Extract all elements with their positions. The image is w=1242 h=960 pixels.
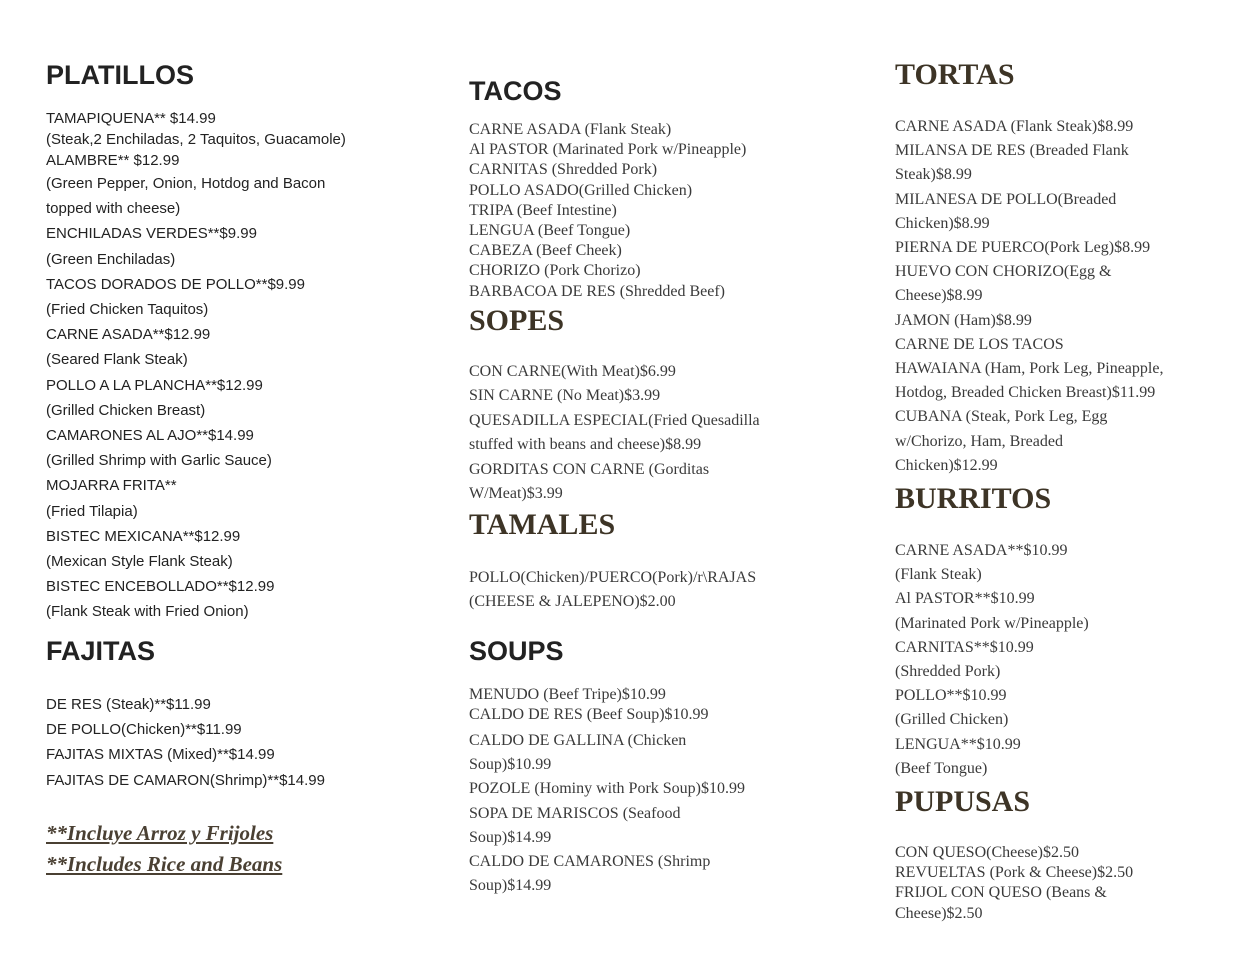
tamales-list [469,566,756,615]
menu-item: (Shredded Pork) [895,663,1001,681]
section-title-soups: SOUPS [469,636,564,666]
menu-item: CABEZA (Beef Cheek) [469,242,622,260]
menu-item: (Fried Chicken Taquitos) [46,301,209,319]
menu-item: (Marinated Pork w/Pineapple) [895,614,1089,632]
section-title-tacos: TACOS [469,76,562,106]
menu-item: ENCHILADAS VERDES**$9.99 [46,225,257,243]
platillos-list [46,108,346,625]
menu-item: DE POLLO(Chicken)**$11.99 [46,721,242,739]
section-title-tortas: TORTAS [895,58,1015,91]
menu-item: FAJITAS DE CAMARON(Shrimp)**$14.99 [46,771,325,789]
menu-item: LENGUA (Beef Tongue) [469,222,631,240]
menu-item: CALDO DE RES (Beef Soup)$10.99 [469,706,709,724]
menu-item: POLLO ASADO(Grilled Chicken) [469,181,693,199]
menu-item: TACOS DORADOS DE POLLO**$9.99 [46,275,305,293]
menu-item: DE RES (Steak)**$11.99 [46,696,211,713]
menu-item: (Steak,2 Enchiladas, 2 Taquitos, Guacamole) [46,131,346,148]
menu-item: REVUELTAS (Pork & Cheese)$2.50 [895,864,1134,882]
sopes-list [469,360,760,506]
menu-item: w/Chorizo, Ham, Breaded [895,432,1063,450]
menu-item: Soup)$14.99 [469,877,552,895]
menu-item: POZOLE (Hominy with Pork Soup)$10.99 [469,780,745,798]
menu-item: BARBACOA DE RES (Shredded Beef) [469,282,725,300]
menu-item: GORDITAS CON CARNE (Gorditas [469,460,710,478]
menu-item: CARNE ASADA (Flank Steak)$8.99 [895,118,1134,135]
menu-item: (Grilled Chicken) [895,711,1009,729]
menu-item: JAMON (Ham)$8.99 [895,311,1032,329]
menu-item: Hotdog, Breaded Chicken Breast)$11.99 [895,384,1156,402]
menu-item: (Flank Steak with Fried Onion) [46,603,249,621]
menu-item: CARNE ASADA**$12.99 [46,326,211,344]
menu-item: CON QUESO(Cheese)$2.50 [895,844,1079,861]
menu-item: Soup)$10.99 [469,756,552,774]
menu-item: CARNE ASADA**$10.99 [895,542,1068,559]
menu-item: BISTEC MEXICANA**$12.99 [46,527,241,545]
menu-item: Al PASTOR (Marinated Pork w/Pineapple) [469,141,747,159]
menu-item: stuffed with beans and cheese)$8.99 [469,436,702,454]
menu-item: MENUDO (Beef Tripe)$10.99 [469,686,666,703]
tacos-list [469,120,746,302]
menu-item: topped with cheese) [46,200,181,218]
menu-item: CUBANA (Steak, Pork Leg, Egg [895,408,1108,426]
menu-item: MOJARRA FRITA** [46,477,177,495]
menu-item: Cheese)$8.99 [895,287,983,305]
menu-item: SOPA DE MARISCOS (Seafood [469,804,681,822]
menu-item: PIERNA DE PUERCO(Pork Leg)$8.99 [895,239,1151,257]
menu-item: POLLO A LA PLANCHA**$12.99 [46,376,263,394]
menu-item: FRIJOL CON QUESO (Beans & [895,884,1107,902]
menu-item: SIN CARNE (No Meat)$3.99 [469,387,661,405]
menu-item: (Green Enchiladas) [46,250,176,268]
tortas-list [895,115,1163,478]
soups-list-a [469,685,709,725]
soups-list-b [469,729,745,898]
note-includes: **Includes Rice and Beans [46,852,283,876]
menu-item: (Fried Tilapia) [46,502,138,520]
menu-item: (Green Pepper, Onion, Hotdog and Bacon [46,175,326,192]
menu-item: (Grilled Chicken Breast) [46,401,206,419]
menu-item: Steak)$8.99 [895,166,972,184]
menu-item: MILANESA DE POLLO(Breaded [895,190,1117,208]
menu-item: BISTEC ENCEBOLLADO**$12.99 [46,578,275,596]
fajitas-list [46,692,325,793]
note-incluye: **Incluye Arroz y Frijoles [46,821,274,845]
menu-item: HAWAIANA (Ham, Pork Leg, Pineapple, [895,360,1164,378]
section-title-burritos: BURRITOS [895,482,1052,515]
menu-item: CALDO DE GALLINA (Chicken [469,732,687,749]
menu-item: Chicken)$12.99 [895,456,998,474]
menu-item: CARNE DE LOS TACOS [895,335,1064,353]
section-title-pupusas: PUPUSAS [895,785,1031,818]
menu-item: (Beef Tongue) [895,759,988,777]
menu-item: ALAMBRE** $12.99 [46,152,180,169]
menu-item: CAMARONES AL AJO**$14.99 [46,427,254,445]
menu-item: CALDO DE CAMARONES (Shrimp [469,853,711,871]
menu-item: TAMAPIQUENA** $14.99 [46,110,216,127]
menu-item: POLLO**$10.99 [895,687,1007,705]
menu-item: Chicken)$8.99 [895,214,990,232]
menu-item: Soup)$14.99 [469,828,552,846]
section-title-tamales: TAMALES [469,508,616,541]
menu-item: Cheese)$2.50 [895,904,983,922]
section-title-platillos: PLATILLOS [46,60,194,90]
section-title-fajitas: FAJITAS [46,636,156,666]
menu-item: CARNITAS (Shredded Pork) [469,161,658,179]
menu-item: TRIPA (Beef Intestine) [469,201,617,219]
menu-item: CARNITAS**$10.99 [895,638,1034,656]
menu-item: (Flank Steak) [895,566,982,584]
menu-item: FAJITAS MIXTAS (Mixed)**$14.99 [46,746,275,764]
menu-item: W/Meat)$3.99 [469,485,563,503]
burritos-list [895,539,1089,781]
menu-item: HUEVO CON CHORIZO(Egg & [895,263,1112,281]
menu-item: (Seared Flank Steak) [46,351,188,369]
section-title-sopes: SOPES [469,304,565,337]
menu-item: Al PASTOR**$10.99 [895,590,1035,608]
menu-item: MILANSA DE RES (Breaded Flank [895,142,1129,160]
pupusas-list [895,843,1133,924]
menu-item: POLLO(Chicken)/PUERCO(Pork)/r\RAJAS [469,569,757,586]
menu-item: CON CARNE(With Meat)$6.99 [469,363,676,380]
menu-item: CHORIZO (Pork Chorizo) [469,262,641,280]
menu-item: CARNE ASADA (Flank Steak) [469,121,672,138]
menu-item: LENGUA**$10.99 [895,735,1021,753]
menu-item: (CHEESE & JALEPENO)$2.00 [469,593,676,611]
menu-item: (Mexican Style Flank Steak) [46,553,233,571]
menu-item: QUESADILLA ESPECIAL(Fried Quesadilla [469,411,760,429]
menu-item: (Grilled Shrimp with Garlic Sauce) [46,452,272,470]
